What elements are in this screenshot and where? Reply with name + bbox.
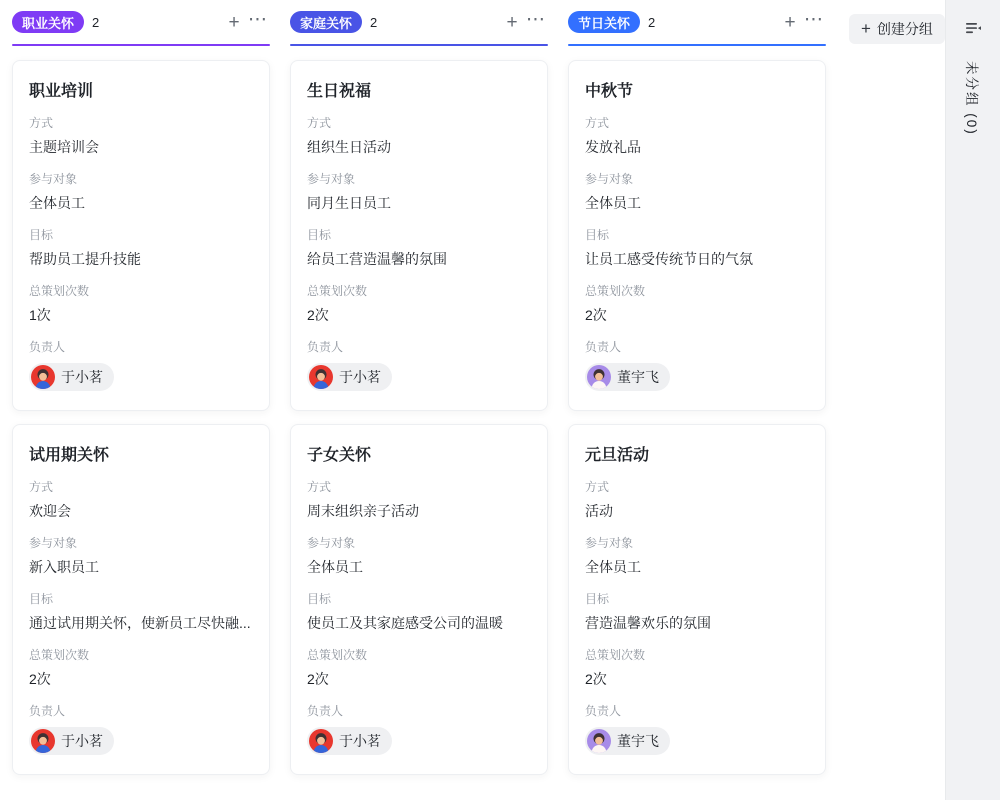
group-count: 2	[92, 14, 100, 30]
field-value: 发放礼品	[585, 139, 641, 155]
field-label: 负责人	[307, 704, 344, 718]
field-label: 负责人	[29, 704, 66, 718]
group-more-icon[interactable]: ⋯	[804, 8, 824, 30]
owner-chip[interactable]	[585, 363, 670, 391]
card-title: 生日祝福	[307, 83, 372, 100]
person-icon	[309, 365, 333, 389]
field-label: 总策划次数	[29, 284, 90, 298]
field-label: 方式	[585, 116, 610, 130]
field-label: 负责人	[585, 340, 622, 354]
column-header	[12, 0, 270, 44]
add-record-icon[interactable]: +	[506, 11, 518, 33]
create-group-label: 创建分组	[876, 21, 933, 37]
group-color-bar	[568, 44, 826, 46]
field-value: 全体员工	[585, 195, 641, 211]
field-value: 2次	[585, 671, 607, 687]
group-count: 2	[648, 14, 656, 30]
field-label: 参与对象	[29, 172, 78, 186]
field-label: 目标	[307, 592, 332, 606]
field-label: 总策划次数	[307, 648, 368, 662]
owner-name: 于小茗	[61, 369, 103, 385]
field-label: 参与对象	[307, 536, 356, 550]
person-icon	[31, 365, 55, 389]
owner-name: 董宇飞	[617, 369, 659, 385]
field-value: 全体员工	[307, 559, 363, 575]
card-title: 职业培训	[29, 83, 94, 100]
owner-name: 于小茗	[339, 733, 381, 749]
owner-name: 董宇飞	[617, 733, 659, 749]
field-label: 方式	[29, 116, 54, 130]
record-card[interactable]	[12, 60, 270, 411]
record-card[interactable]	[290, 60, 548, 411]
owner-chip[interactable]	[585, 727, 670, 755]
field-value: 使员工及其家庭感受公司的温暖	[307, 615, 503, 631]
owner-chip[interactable]	[307, 363, 392, 391]
column-header	[290, 0, 548, 44]
field-value: 活动	[585, 503, 613, 519]
column-header	[568, 0, 826, 44]
card-title: 试用期关怀	[29, 447, 110, 464]
avatar	[587, 729, 611, 753]
group-color-bar	[290, 44, 548, 46]
owner-name: 于小茗	[61, 733, 103, 749]
field-value: 欢迎会	[29, 503, 71, 519]
field-label: 负责人	[29, 340, 66, 354]
record-card[interactable]	[568, 424, 826, 775]
field-label: 目标	[29, 592, 54, 606]
owner-chip[interactable]	[307, 727, 392, 755]
field-label: 目标	[307, 228, 332, 242]
owner-chip[interactable]	[29, 727, 114, 755]
add-record-icon[interactable]: +	[228, 11, 240, 33]
person-icon	[587, 365, 611, 389]
field-value: 通过试用期关怀，使新员工尽快融...	[29, 615, 251, 631]
person-icon	[587, 729, 611, 753]
field-value: 周末组织亲子活动	[307, 503, 419, 519]
avatar	[31, 729, 55, 753]
card-title: 中秋节	[585, 83, 634, 100]
field-value: 全体员工	[29, 195, 85, 211]
field-value: 新入职员工	[29, 559, 99, 575]
kanban-column-holiday	[568, 0, 826, 775]
person-icon	[309, 729, 333, 753]
record-card[interactable]	[568, 60, 826, 411]
field-value: 2次	[307, 307, 329, 323]
field-value: 全体员工	[585, 559, 641, 575]
field-label: 参与对象	[585, 536, 634, 550]
field-value: 给员工营造温馨的氛围	[307, 251, 447, 267]
person-icon	[31, 729, 55, 753]
field-value: 2次	[29, 671, 51, 687]
avatar	[309, 729, 333, 753]
field-value: 同月生日员工	[307, 195, 391, 211]
field-label: 方式	[307, 116, 332, 130]
field-value: 组织生日活动	[307, 139, 391, 155]
avatar	[587, 365, 611, 389]
group-more-icon[interactable]: ⋯	[248, 8, 268, 30]
group-name-badge[interactable]: 家庭关怀	[290, 11, 362, 33]
field-value: 2次	[585, 307, 607, 323]
group-count: 2	[370, 14, 378, 30]
avatar	[309, 365, 333, 389]
field-value: 主题培训会	[29, 139, 99, 155]
field-label: 参与对象	[29, 536, 78, 550]
field-value: 1次	[29, 307, 51, 323]
field-label: 参与对象	[585, 172, 634, 186]
card-title: 子女关怀	[307, 447, 372, 464]
field-label: 方式	[29, 480, 54, 494]
kanban-column-family	[290, 0, 548, 775]
group-name-badge[interactable]: 职业关怀	[12, 11, 84, 33]
record-card[interactable]	[290, 424, 548, 775]
plus-icon: +	[861, 18, 871, 38]
record-card[interactable]	[12, 424, 270, 775]
kanban-column-career	[12, 0, 270, 775]
field-value: 2次	[307, 671, 329, 687]
card-title: 元旦活动	[585, 447, 650, 464]
ungrouped-rail	[945, 0, 1000, 800]
field-label: 总策划次数	[29, 648, 90, 662]
field-label: 方式	[585, 480, 610, 494]
add-record-icon[interactable]: +	[784, 11, 796, 33]
field-value: 让员工感受传统节日的气氛	[585, 251, 753, 267]
field-label: 目标	[585, 592, 610, 606]
owner-name: 于小茗	[339, 369, 381, 385]
field-label: 方式	[307, 480, 332, 494]
field-value: 营造温馨欢乐的氛围	[585, 615, 711, 631]
field-label: 负责人	[585, 704, 622, 718]
field-label: 总策划次数	[307, 284, 368, 298]
group-color-bar	[12, 44, 270, 46]
group-more-icon[interactable]: ⋯	[526, 8, 546, 30]
field-label: 目标	[29, 228, 54, 242]
field-label: 总策划次数	[585, 648, 646, 662]
field-label: 参与对象	[307, 172, 356, 186]
field-label: 负责人	[307, 340, 344, 354]
group-name-badge[interactable]: 节日关怀	[568, 11, 640, 33]
field-label: 总策划次数	[585, 284, 646, 298]
ungrouped-label[interactable]: 未分组 (0)	[964, 61, 979, 136]
field-label: 目标	[585, 228, 610, 242]
field-value: 帮助员工提升技能	[29, 251, 141, 267]
avatar	[31, 365, 55, 389]
owner-chip[interactable]	[29, 363, 114, 391]
create-group-button[interactable]	[849, 14, 945, 44]
hidden-groups-icon[interactable]	[960, 15, 986, 41]
